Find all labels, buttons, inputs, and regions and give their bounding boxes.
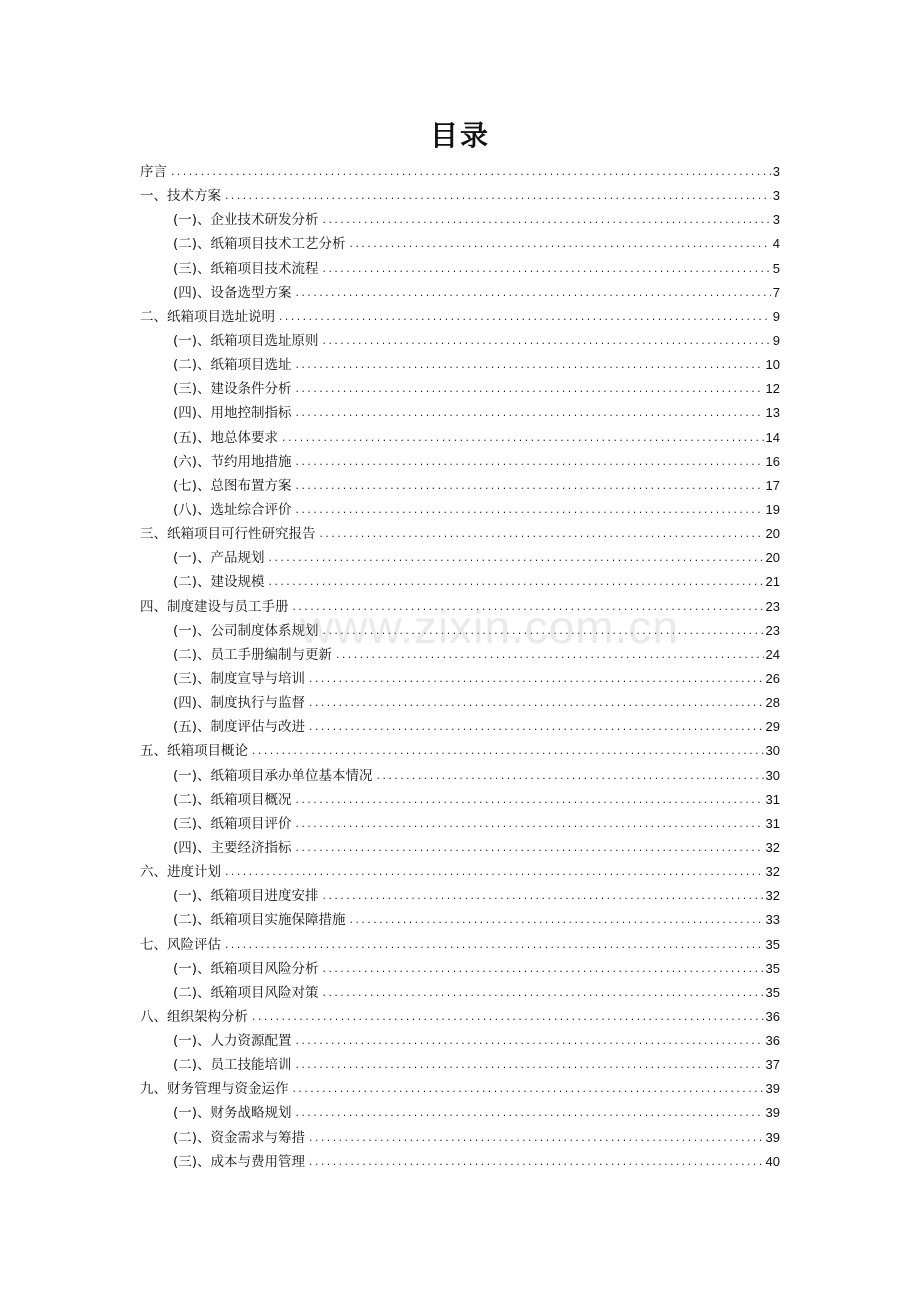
toc-page-number: 36 (765, 1033, 780, 1049)
toc-entry-label: (二)、资金需求与筹措 (173, 1129, 306, 1146)
toc-entry-label: 五、纸箱项目概论 (140, 743, 248, 760)
toc-page-number: 37 (765, 1057, 780, 1073)
toc-dot-leader (295, 789, 764, 813)
toc-dot-leader (322, 258, 771, 282)
toc-entry-label: (五)、制度评估与改进 (173, 719, 306, 736)
toc-dot-leader (322, 958, 764, 982)
toc-dot-leader (308, 1127, 763, 1151)
toc-page-number: 17 (765, 477, 780, 493)
toc-entry[interactable] (140, 401, 780, 425)
toc-dot-leader (376, 765, 764, 789)
toc-entry-label: (四)、设备选型方案 (173, 284, 292, 301)
toc-entry-label: (三)、成本与费用管理 (173, 1153, 306, 1170)
toc-dot-leader (295, 1030, 764, 1054)
toc-entry[interactable] (140, 1126, 780, 1150)
toc-dot-leader (278, 306, 771, 330)
toc-entry-label: (四)、主要经济指标 (173, 839, 292, 856)
toc-entry-label: (一)、产品规划 (173, 550, 265, 567)
toc-entry[interactable] (140, 329, 780, 353)
toc-page-number: 35 (765, 936, 780, 952)
toc-entry[interactable] (140, 1005, 780, 1029)
toc-entry[interactable] (140, 353, 780, 377)
toc-dot-leader (292, 1078, 764, 1102)
toc-dot-leader (281, 427, 763, 451)
toc-page-number: 19 (765, 501, 780, 517)
toc-entry-label: (一)、纸箱项目承办单位基本情况 (173, 767, 373, 784)
toc-page-number: 30 (765, 767, 780, 783)
toc-entry-label: (二)、建设规模 (173, 574, 265, 591)
toc-page-number: 39 (765, 1129, 780, 1145)
toc-entry-label: (二)、纸箱项目技术工艺分析 (173, 236, 346, 253)
toc-dot-leader (308, 668, 763, 692)
toc-page-number: 23 (765, 598, 780, 614)
toc-entry[interactable] (140, 812, 780, 836)
toc-entry-label: 六、进度计划 (140, 864, 221, 881)
toc-entry-label: (七)、总图布置方案 (173, 477, 292, 494)
toc-entry[interactable] (140, 739, 780, 763)
toc-dot-leader (322, 885, 764, 909)
toc-entry-label: (三)、纸箱项目评价 (173, 815, 292, 832)
toc-entry[interactable] (140, 232, 780, 256)
toc-dot-leader (308, 1151, 763, 1175)
toc-page-number: 32 (765, 839, 780, 855)
toc-page-number: 32 (765, 888, 780, 904)
toc-dot-leader (295, 813, 764, 837)
toc-entry[interactable] (140, 160, 780, 184)
toc-dot-leader (295, 475, 764, 499)
toc-dot-leader (295, 402, 764, 426)
toc-page-number: 29 (765, 719, 780, 735)
toc-entry-label: (一)、纸箱项目进度安排 (173, 888, 319, 905)
toc-entry-label: 七、风险评估 (140, 936, 221, 953)
toc-entry[interactable] (140, 643, 780, 667)
toc-entry-label: (一)、财务战略规划 (173, 1105, 292, 1122)
toc-dot-leader (295, 354, 764, 378)
toc-page-number: 33 (765, 912, 780, 928)
toc-page-number: 7 (772, 284, 780, 300)
toc-entry[interactable] (140, 498, 780, 522)
toc-entry-label: (五)、地总体要求 (173, 429, 279, 446)
toc-dot-leader (295, 837, 764, 861)
toc-entry-label: (四)、用地控制指标 (173, 405, 292, 422)
toc-entry[interactable] (140, 1029, 780, 1053)
toc-entry[interactable] (140, 884, 780, 908)
toc-entry-label: (三)、制度宣导与培训 (173, 670, 306, 687)
toc-entry[interactable] (140, 1053, 780, 1077)
toc-entry[interactable] (140, 957, 780, 981)
toc-dot-leader (322, 330, 771, 354)
toc-entry[interactable] (140, 305, 780, 329)
toc-entry[interactable] (140, 522, 780, 546)
toc-page-number: 35 (765, 984, 780, 1000)
toc-entry-label: (六)、节约用地措施 (173, 453, 292, 470)
toc-page-number: 12 (765, 381, 780, 397)
toc-entry[interactable] (140, 860, 780, 884)
toc-dot-leader (170, 161, 771, 185)
toc-entry-label: 序言 (140, 164, 167, 180)
toc-entry-label: (一)、纸箱项目选址原则 (173, 332, 319, 349)
toc-page-number: 5 (772, 260, 780, 276)
toc-page-number: 10 (765, 357, 780, 373)
toc-entry[interactable] (140, 208, 780, 232)
toc-dot-leader (349, 909, 764, 933)
toc-entry[interactable] (140, 474, 780, 498)
toc-page-number: 32 (765, 864, 780, 880)
toc-entry-label: (二)、纸箱项目风险对策 (173, 984, 319, 1001)
toc-page-number: 35 (765, 960, 780, 976)
toc-entry[interactable] (140, 281, 780, 305)
toc-dot-leader (308, 692, 763, 716)
toc-page-number: 39 (765, 1081, 780, 1097)
toc-page-number: 36 (765, 1008, 780, 1024)
toc-dot-leader (295, 1054, 764, 1078)
toc-entry[interactable] (140, 619, 780, 643)
toc-entry-label: (一)、纸箱项目风险分析 (173, 960, 319, 977)
toc-page-number: 20 (765, 550, 780, 566)
toc-entry[interactable] (140, 1150, 780, 1174)
toc-page-number: 30 (765, 743, 780, 759)
toc-dot-leader (268, 547, 764, 571)
toc-dot-leader (295, 451, 764, 475)
toc-entry-label: (八)、选址综合评价 (173, 501, 292, 518)
table-of-contents (140, 160, 780, 1174)
toc-page-number: 24 (765, 646, 780, 662)
toc-entry-label: (一)、公司制度体系规划 (173, 622, 319, 639)
toc-page-number: 40 (765, 1153, 780, 1169)
toc-dot-leader (292, 596, 764, 620)
toc-entry[interactable] (140, 257, 780, 281)
toc-entry[interactable] (140, 764, 780, 788)
toc-entry[interactable] (140, 184, 780, 208)
toc-page-number: 9 (772, 332, 780, 348)
watermark: www.zixin.com.cn (300, 601, 679, 653)
toc-entry[interactable] (140, 426, 780, 450)
toc-page-number: 13 (765, 405, 780, 421)
toc-entry[interactable] (140, 715, 780, 739)
toc-entry-label: (二)、纸箱项目概况 (173, 791, 292, 808)
toc-entry-label: 四、制度建设与员工手册 (140, 598, 289, 615)
toc-dot-leader (322, 620, 764, 644)
toc-entry-label: 一、技术方案 (140, 188, 221, 205)
toc-entry[interactable] (140, 836, 780, 860)
toc-entry[interactable] (140, 981, 780, 1005)
toc-entry[interactable] (140, 1077, 780, 1101)
toc-page-number: 28 (765, 695, 780, 711)
toc-dot-leader (319, 523, 764, 547)
toc-page-number: 31 (765, 815, 780, 831)
toc-page-number: 23 (765, 622, 780, 638)
toc-entry-label: (二)、员工技能培训 (173, 1057, 292, 1074)
toc-entry[interactable] (140, 788, 780, 812)
toc-page-number: 20 (765, 526, 780, 542)
toc-entry-label: (四)、制度执行与监督 (173, 695, 306, 712)
toc-entry[interactable] (140, 450, 780, 474)
toc-entry-label: (二)、纸箱项目选址 (173, 357, 292, 374)
toc-entry-label: (一)、人力资源配置 (173, 1033, 292, 1050)
page-title: 目录 (429, 119, 490, 152)
toc-entry[interactable] (140, 933, 780, 957)
toc-dot-leader (224, 861, 764, 885)
toc-entry[interactable] (140, 667, 780, 691)
toc-dot-leader (308, 716, 763, 740)
toc-page-number: 4 (772, 236, 780, 252)
toc-dot-leader (335, 644, 763, 668)
toc-dot-leader (268, 571, 764, 595)
toc-entry-label: (三)、纸箱项目技术流程 (173, 260, 319, 277)
toc-entry[interactable] (140, 908, 780, 932)
toc-dot-leader (251, 1006, 764, 1030)
toc-page-number: 26 (765, 670, 780, 686)
toc-dot-leader (224, 934, 764, 958)
toc-entry[interactable] (140, 570, 780, 594)
toc-page-number: 16 (765, 453, 780, 469)
toc-page-number: 21 (765, 574, 780, 590)
toc-entry-label: (三)、建设条件分析 (173, 381, 292, 398)
toc-entry-label: 二、纸箱项目选址说明 (140, 308, 275, 325)
toc-page-number: 3 (772, 164, 780, 179)
toc-entry-label: 三、纸箱项目可行性研究报告 (140, 526, 316, 543)
toc-dot-leader (295, 499, 764, 523)
toc-page-number: 31 (765, 791, 780, 807)
toc-dot-leader (295, 1102, 764, 1126)
toc-page-number: 3 (772, 212, 780, 228)
toc-dot-leader (295, 378, 764, 402)
toc-dot-leader (251, 740, 764, 764)
toc-dot-leader (322, 209, 771, 233)
toc-entry-label: (二)、纸箱项目实施保障措施 (173, 912, 346, 929)
toc-page-number: 3 (772, 188, 780, 204)
toc-entry[interactable] (140, 377, 780, 401)
toc-entry[interactable] (140, 595, 780, 619)
toc-entry[interactable] (140, 691, 780, 715)
toc-page-number: 14 (765, 429, 780, 445)
toc-entry-label: 八、组织架构分析 (140, 1008, 248, 1025)
toc-entry-label: (一)、企业技术研发分析 (173, 212, 319, 229)
toc-dot-leader (224, 185, 771, 209)
toc-entry-label: (二)、员工手册编制与更新 (173, 646, 333, 663)
toc-entry-label: 九、财务管理与资金运作 (140, 1081, 289, 1098)
toc-dot-leader (349, 233, 771, 257)
toc-entry[interactable] (140, 546, 780, 570)
toc-entry[interactable] (140, 1101, 780, 1125)
toc-dot-leader (322, 982, 764, 1006)
toc-dot-leader (295, 282, 771, 306)
toc-page-number: 9 (772, 308, 780, 324)
toc-page-number: 39 (765, 1105, 780, 1121)
